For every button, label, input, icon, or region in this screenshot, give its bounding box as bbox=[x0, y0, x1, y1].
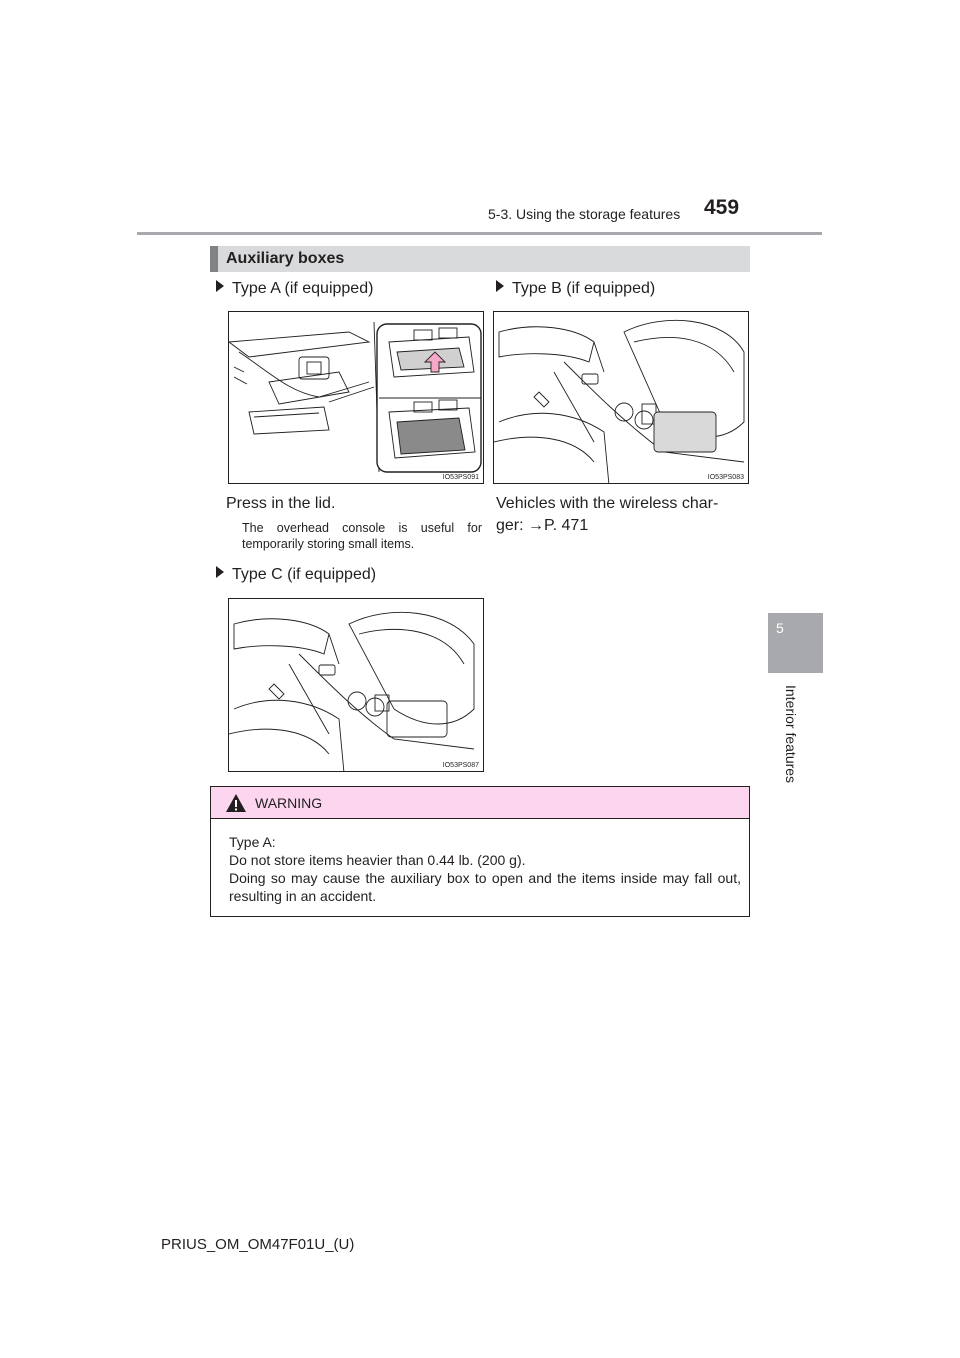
overhead-console-illustration bbox=[229, 312, 484, 484]
warning-title: WARNING bbox=[255, 795, 323, 811]
warning-line: Type A: bbox=[229, 834, 276, 850]
figure-type-c bbox=[228, 598, 484, 772]
center-console-illustration bbox=[229, 599, 484, 772]
type-a-note: The overhead console is useful for temporarily storing small items. bbox=[242, 521, 482, 551]
header-rule bbox=[137, 232, 822, 235]
warning-box bbox=[210, 786, 750, 917]
warning-line: Do not store items heavier than 0.44 lb. (200 g). bbox=[229, 852, 526, 868]
warning-line: Doing so may cause the auxiliary box to open and the items inside may fall out, resulting in an accident. bbox=[229, 870, 741, 904]
page-number: 459 bbox=[704, 196, 740, 219]
type-b-caption-line2: ger: →P. 471 bbox=[496, 517, 589, 534]
header-section-title: 5-3. Using the storage features bbox=[488, 206, 681, 222]
figure-code: IO53PS087 bbox=[442, 762, 479, 769]
warning-triangle-icon bbox=[225, 793, 247, 813]
warning-body bbox=[229, 833, 741, 905]
bullet-triangle-icon bbox=[216, 280, 224, 292]
bullet-triangle-icon bbox=[496, 280, 504, 292]
center-console-illustration bbox=[494, 312, 749, 484]
figure-code: IO53PS091 bbox=[442, 474, 479, 481]
figure-code: IO53PS083 bbox=[707, 474, 744, 481]
section-title: Auxiliary boxes bbox=[226, 250, 345, 267]
type-b-caption-line1: Vehicles with the wireless char- bbox=[496, 495, 719, 512]
type-a-label: Type A (if equipped) bbox=[216, 280, 373, 298]
bullet-triangle-icon bbox=[216, 566, 224, 578]
type-b-label: Type B (if equipped) bbox=[496, 280, 655, 298]
figure-type-b bbox=[493, 311, 749, 484]
type-a-caption: Press in the lid. bbox=[226, 495, 336, 512]
warning-header bbox=[211, 787, 749, 819]
footer-code: PRIUS_OM_OM47F01U_(U) bbox=[161, 1236, 355, 1253]
section-bar-accent bbox=[210, 246, 218, 272]
chapter-tab-label: Interior features bbox=[783, 685, 799, 784]
chapter-tab-number: 5 bbox=[776, 620, 784, 636]
type-c-label: Type C (if equipped) bbox=[216, 566, 376, 584]
figure-type-a bbox=[228, 311, 484, 484]
